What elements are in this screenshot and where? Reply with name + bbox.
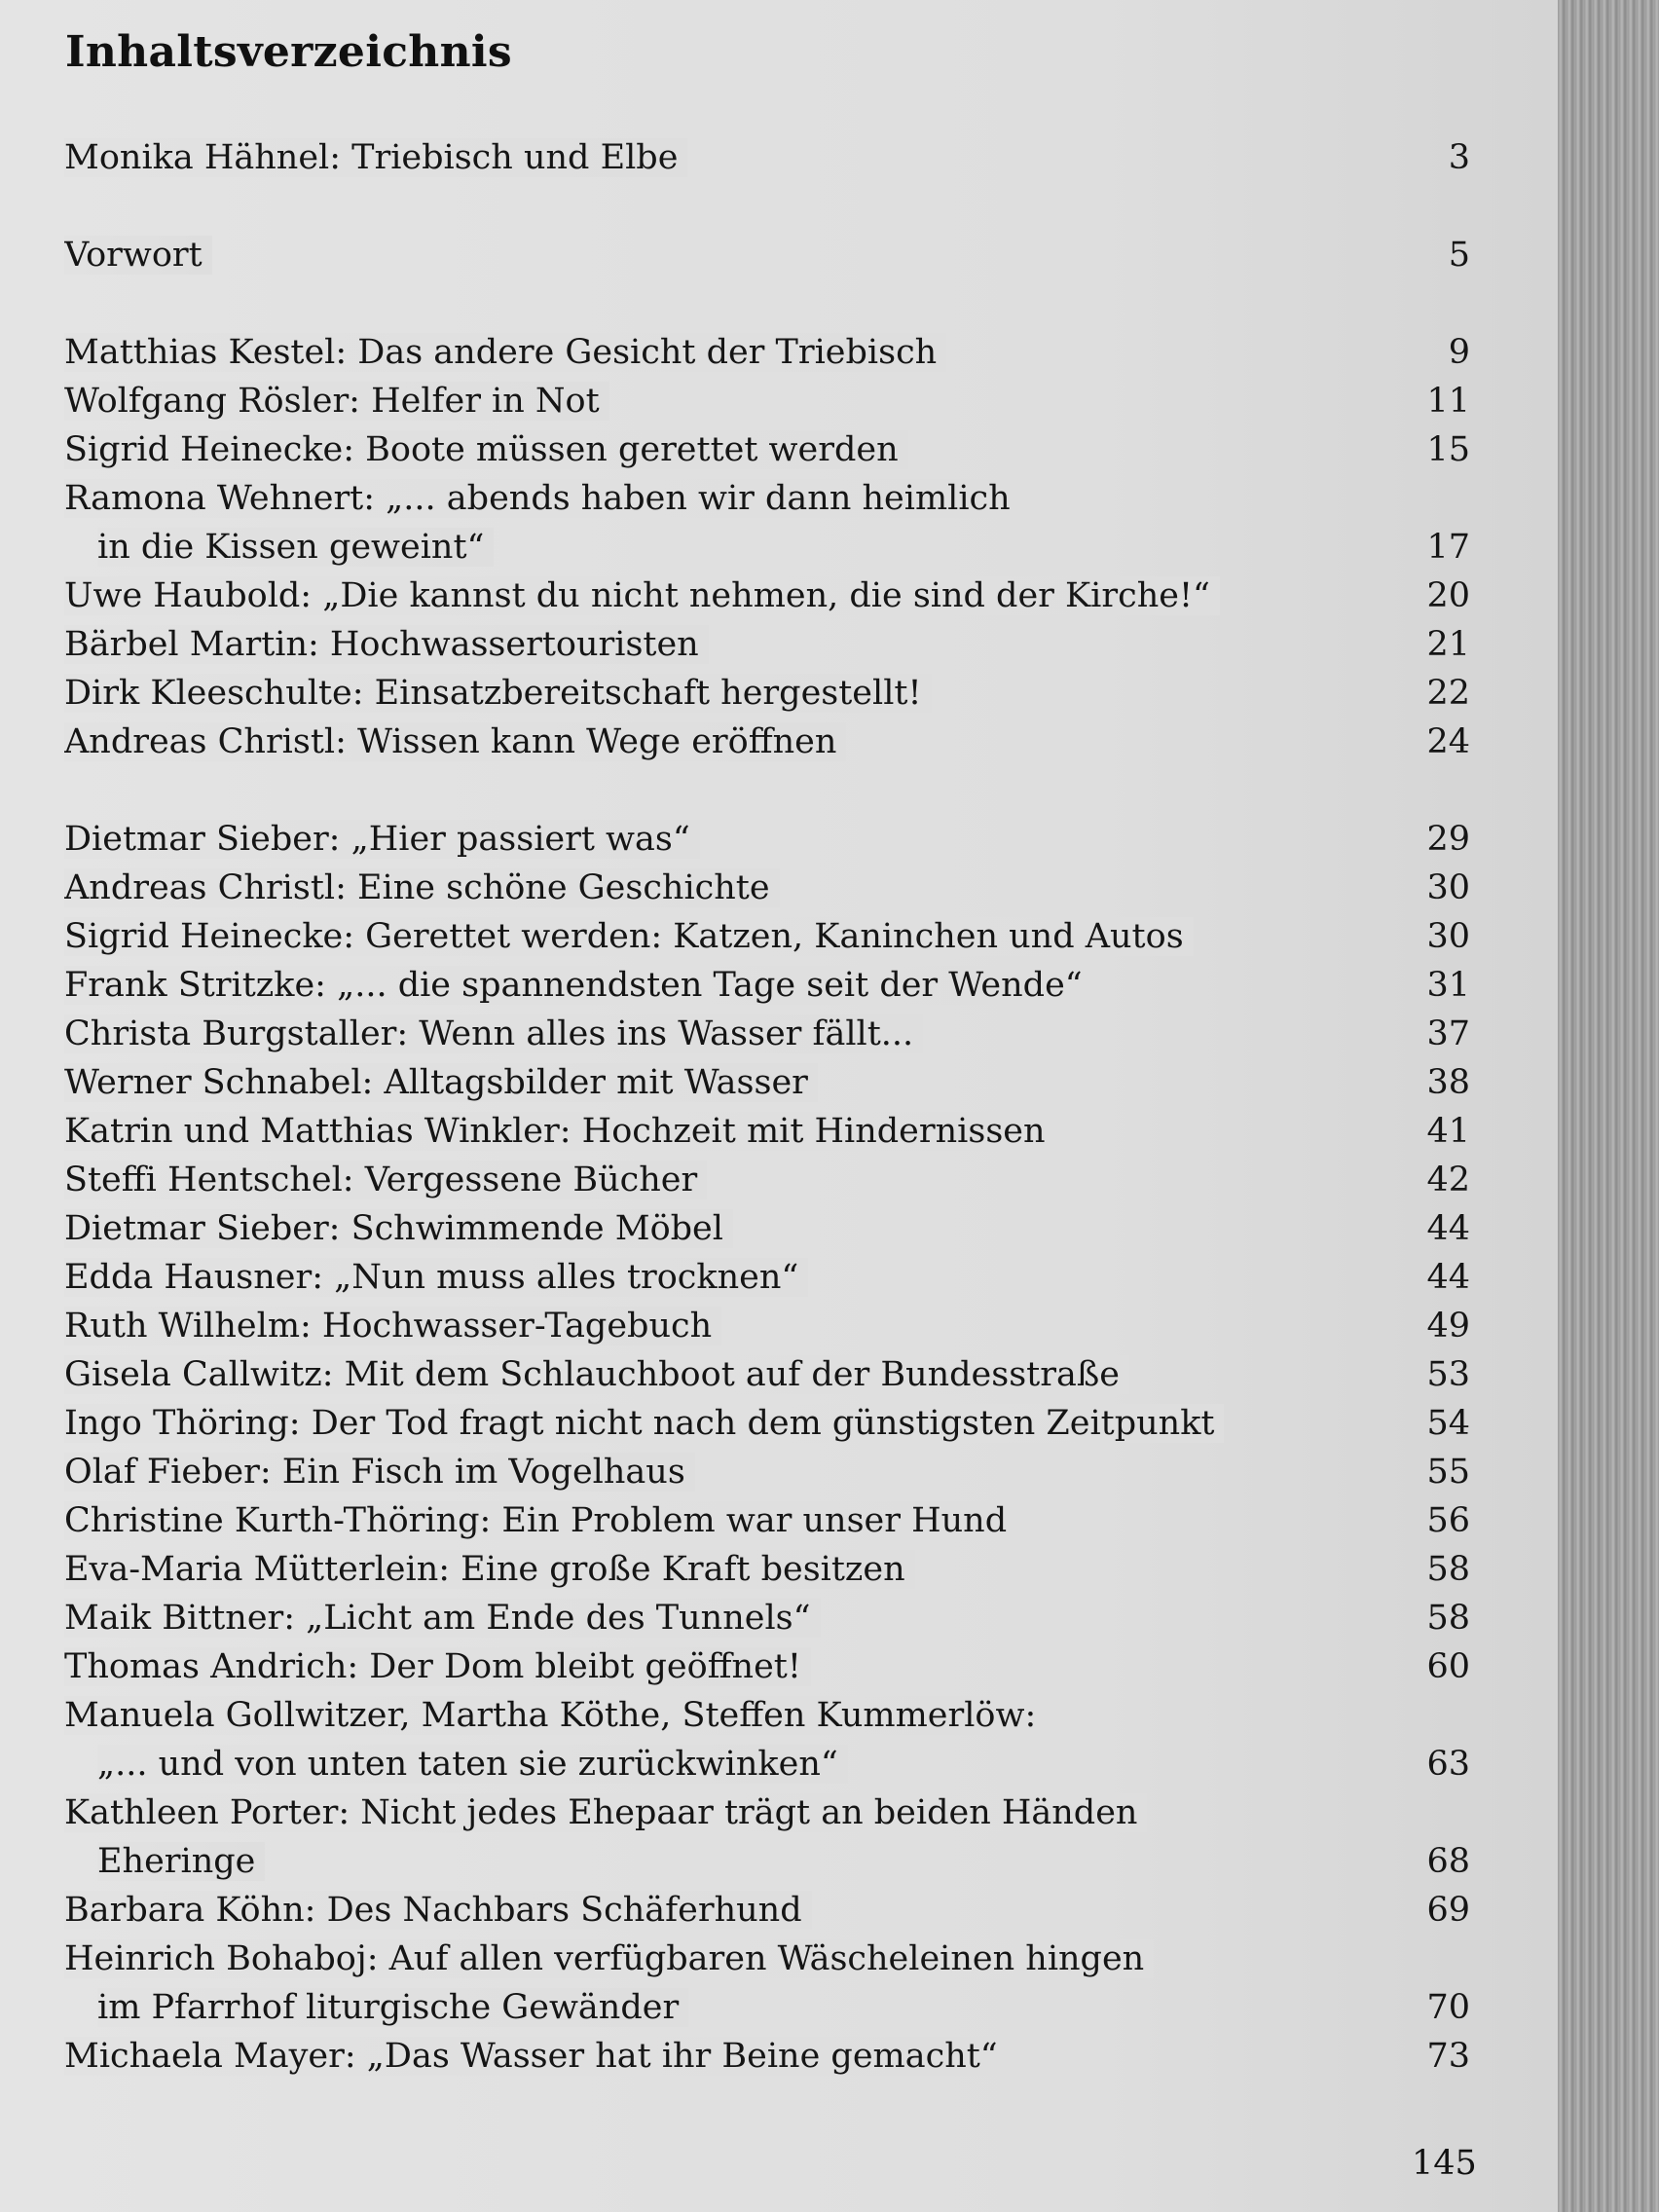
toc-entry (0, 718, 1558, 766)
toc-page-number: 70 (1426, 1988, 1470, 2027)
toc-entry-title: Gisela Callwitz: Mit dem Schlauchboot auf der Bundesstraße (64, 1355, 1129, 1394)
toc-entry (0, 620, 1558, 669)
toc-entry (0, 1350, 1558, 1399)
toc-page-number: 3 (1448, 138, 1470, 177)
toc-page-number: 69 (1426, 1891, 1470, 1930)
toc-entry (0, 669, 1558, 718)
toc-entry (0, 1545, 1558, 1594)
toc-entry-title: Bärbel Martin: Hochwassertouristen (64, 625, 709, 664)
toc-page-number: 29 (1426, 820, 1470, 859)
toc-entry (0, 864, 1558, 912)
toc-entry-title-continued: im Pfarrhof liturgische Gewänder (97, 1988, 688, 2027)
toc-entry-title: Andreas Christl: Eine schöne Geschichte (64, 868, 780, 907)
toc-entry (0, 1935, 1558, 1983)
toc-page-number: 56 (1426, 1501, 1470, 1540)
toc-entry-title-continued: Eheringe (97, 1842, 265, 1881)
toc-entry-continuation (0, 1837, 1558, 1886)
toc-page-number: 73 (1426, 2037, 1470, 2076)
toc-entry-title: Sigrid Heinecke: Gerettet werden: Katzen, Kaninchen und Autos (64, 917, 1194, 956)
toc-entry (0, 1107, 1558, 1156)
toc-entry-title: Katrin und Matthias Winkler: Hochzeit mit Hindernissen (64, 1112, 1055, 1151)
toc-page-number: 68 (1426, 1842, 1470, 1881)
page-title: Inhaltsverzeichnis (65, 27, 512, 77)
toc-entry-title: Frank Stritzke: „... die spannendsten Tage seit der Wende“ (64, 966, 1092, 1005)
toc-entry-title-continued: „... und von unten taten sie zurückwinken“ (97, 1745, 848, 1784)
toc-page-number: 30 (1426, 917, 1470, 956)
toc-page-number: 44 (1426, 1209, 1470, 1248)
toc-entry (0, 1302, 1558, 1350)
toc-page-number: 20 (1426, 576, 1470, 615)
toc-entry-title: Dietmar Sieber: Schwimmende Möbel (64, 1209, 733, 1248)
toc-entry (0, 1448, 1558, 1496)
toc-entry-title: Andreas Christl: Wissen kann Wege eröffnen (64, 722, 846, 761)
page-number: 145 (1412, 2144, 1477, 2183)
toc-entry (0, 1496, 1558, 1545)
toc-entry-title: Heinrich Bohaboj: Auf allen verfügbaren Wäscheleinen hingen (64, 1939, 1154, 1978)
toc-page-number: 58 (1426, 1599, 1470, 1638)
toc-page-number: 55 (1426, 1453, 1470, 1492)
toc-entry (0, 815, 1558, 864)
toc-entry (0, 961, 1558, 1010)
toc-page-number: 30 (1426, 868, 1470, 907)
toc-entry-continuation (0, 1740, 1558, 1788)
toc-entry (0, 328, 1558, 377)
toc-entry (0, 377, 1558, 425)
toc-entry (0, 1594, 1558, 1642)
toc-entry-title: Sigrid Heinecke: Boote müssen gerettet werden (64, 430, 908, 469)
toc-entry-title: Matthias Kestel: Das andere Gesicht der Triebisch (64, 333, 946, 372)
toc-page-number: 15 (1426, 430, 1470, 469)
toc-page-number: 41 (1426, 1112, 1470, 1151)
toc-entry-title: Michaela Mayer: „Das Wasser hat ihr Beine gemacht“ (64, 2037, 1008, 2076)
toc-entry-title: Thomas Andrich: Der Dom bleibt geöffnet! (64, 1647, 811, 1686)
toc-entry (0, 912, 1558, 961)
toc-entry (0, 1886, 1558, 1935)
toc-entry (0, 1642, 1558, 1691)
toc-page-number: 22 (1426, 674, 1470, 713)
toc-page-number: 63 (1426, 1745, 1470, 1784)
toc-entry-title: Ruth Wilhelm: Hochwasser-Tagebuch (64, 1307, 721, 1346)
toc-page-number: 11 (1426, 382, 1470, 421)
toc-entry (0, 231, 1558, 279)
toc-page-number: 37 (1426, 1014, 1470, 1053)
toc-entry (0, 1253, 1558, 1302)
toc-page-number: 58 (1426, 1550, 1470, 1589)
toc-entry (0, 1788, 1558, 1837)
toc-entry (0, 1010, 1558, 1058)
toc-entry (0, 571, 1558, 620)
toc-entry-title: Monika Hähnel: Triebisch und Elbe (64, 138, 687, 177)
toc-entry-title: Werner Schnabel: Alltagsbilder mit Wasser (64, 1063, 818, 1102)
page-edge (1558, 0, 1659, 2212)
toc-entry-title: Dirk Kleeschulte: Einsatzbereitschaft hergestellt! (64, 674, 932, 713)
toc-page-number: 54 (1426, 1404, 1470, 1443)
toc-page-number: 42 (1426, 1161, 1470, 1199)
toc-entry (0, 1204, 1558, 1253)
toc-entry (0, 133, 1558, 182)
toc-entry-title: Olaf Fieber: Ein Fisch im Vogelhaus (64, 1453, 695, 1492)
toc-page-number: 5 (1448, 236, 1470, 275)
toc-entry (0, 1058, 1558, 1107)
toc-entry-title: Vorwort (64, 236, 212, 275)
toc-page-number: 53 (1426, 1355, 1470, 1394)
toc-entry (0, 1691, 1558, 1740)
toc-entry-title: Ramona Wehnert: „... abends haben wir dann heimlich (64, 479, 1020, 518)
toc-page-number: 38 (1426, 1063, 1470, 1102)
toc-entry-continuation (0, 1983, 1558, 2032)
toc-page-number: 24 (1426, 722, 1470, 761)
toc-entry-title: Wolfgang Rösler: Helfer in Not (64, 382, 609, 421)
toc-entry-continuation (0, 523, 1558, 571)
toc-page-number: 17 (1426, 528, 1470, 567)
toc-entry-title: Manuela Gollwitzer, Martha Köthe, Steffen Kummerlöw: (64, 1696, 1046, 1735)
toc-entry-title: Barbara Köhn: Des Nachbars Schäferhund (64, 1891, 812, 1930)
toc-entry-title: Eva-Maria Mütterlein: Eine große Kraft besitzen (64, 1550, 915, 1589)
toc-entry (0, 1399, 1558, 1448)
toc-page-number: 60 (1426, 1647, 1470, 1686)
toc-entry-title: Ingo Thöring: Der Tod fragt nicht nach dem günstigsten Zeitpunkt (64, 1404, 1224, 1443)
toc-entry-title: Steffi Hentschel: Vergessene Bücher (64, 1161, 707, 1199)
toc-page-number: 44 (1426, 1258, 1470, 1297)
toc-page-number: 49 (1426, 1307, 1470, 1346)
toc-entry-title: Uwe Haubold: „Die kannst du nicht nehmen, die sind der Kirche!“ (64, 576, 1220, 615)
toc-entry (0, 474, 1558, 523)
toc-entry (0, 2032, 1558, 2081)
toc-entry-title: Christa Burgstaller: Wenn alles ins Wasser fällt... (64, 1014, 923, 1053)
toc-entry (0, 1156, 1558, 1204)
toc-entry-title: Kathleen Porter: Nicht jedes Ehepaar trägt an beiden Händen (64, 1793, 1147, 1832)
toc-page-number: 21 (1426, 625, 1470, 664)
toc-entry-title: Dietmar Sieber: „Hier passiert was“ (64, 820, 700, 859)
toc-entry-title: Maik Bittner: „Licht am Ende des Tunnels“ (64, 1599, 821, 1638)
toc-entry-title: Christine Kurth-Thöring: Ein Problem war unser Hund (64, 1501, 1016, 1540)
toc-entry-title-continued: in die Kissen geweint“ (97, 528, 494, 567)
toc-entry (0, 425, 1558, 474)
toc-page-number: 31 (1426, 966, 1470, 1005)
toc-page-number: 9 (1448, 333, 1470, 372)
toc-entry-title: Edda Hausner: „Nun muss alles trocknen“ (64, 1258, 808, 1297)
